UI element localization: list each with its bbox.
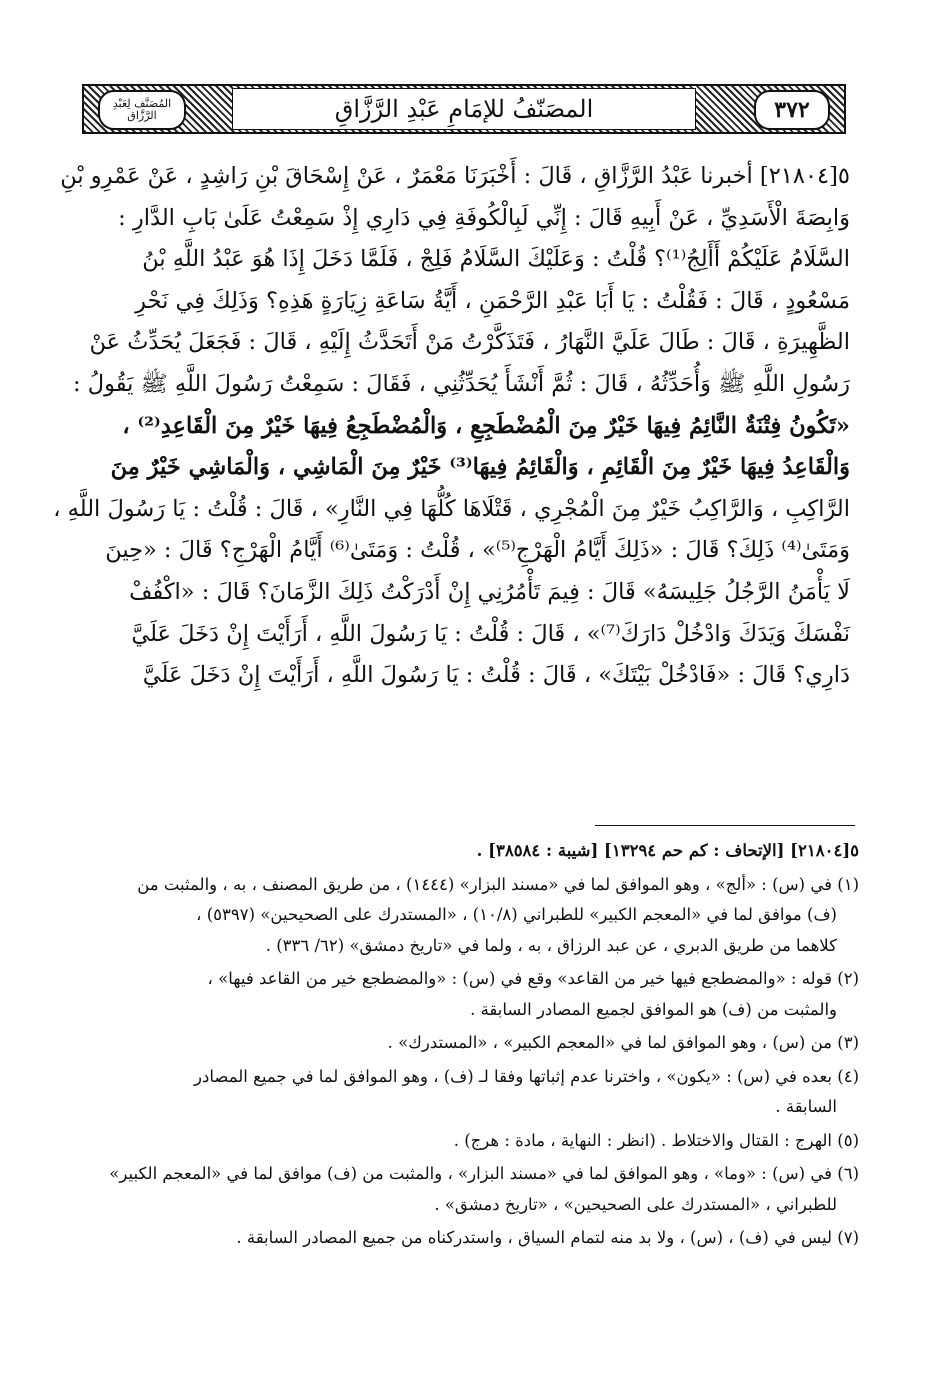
text-line: وَالْقَاعِدُ فِيهَا خَيْرٌ مِنَ الْقَائِمِ ، وَالْقَائِمُ فِيهَا⁽³⁾ خَيْرٌ مِنَ الْمَاشِي ، وَالْمَاشِي خَيْرٌ مِنَ	[110, 454, 850, 481]
page-number: ٣٧٢	[754, 90, 830, 130]
footnote-4-cont: السابقة .	[775, 1097, 837, 1116]
hadith-text	[53, 156, 850, 697]
footnote-1: (١) في (س) : «ألج» ، وهو الموافق لما في «مسند البزار» (١٤٤٤) ، من طريق المصنف ، به ، والمثبت من	[137, 874, 859, 894]
footnote-separator	[595, 825, 855, 826]
text-line: ٥[٢١٨٠٤] أخبرنا عَبْدُ الرَّزَّاقِ ، قَالَ : أَخْبَرَنَا مَعْمَرٌ ، عَنْ إِسْحَاقَ بْنِ رَاشِدٍ ، عَنْ عَمْرِو بْنِ	[60, 163, 850, 189]
book-emblem: المُصَنَّف لِعَبْدِ الرَّزَّاق	[98, 90, 186, 130]
footnote-1-cont: كلاهما من طريق الدبري ، عن عبد الرزاق ، به ، ولما في «تاريخ دمشق» (٦٢/ ٣٣٦) .	[265, 935, 837, 955]
footnote-2: (٢) قوله : «والمضطجع فيها خير من القاعد» وقع في (س) : «والمضطجع خير من القاعد فيها» ،	[207, 969, 859, 988]
text-line: رَسُولِ اللَّهِ ﷺ وَأُحَدِّثُهُ ، قَالَ : ثُمَّ أَنْشَأَ يُحَدِّثُنِي ، فَقَالَ : سَمِعْتُ رَسُولَ اللَّهِ ﷺ يَقُولُ :	[73, 370, 850, 397]
footnote-6-cont: للطبراني ، «المستدرك على الصحيحين» ، «تاريخ دمشق» .	[434, 1194, 837, 1214]
footnote-4: (٤) بعده في (س) : «يكون» ، واخترنا عدم إثباتها وفقا لـ (ف) ، وهو الموافق لما في جميع المصادر	[194, 1066, 859, 1086]
footnote-6: (٦) في (س) : «وما» ، وهو الموافق لما في «مسند البزار» ، والمثبت من (ف) موافق لما في «المعجم الكبير»	[109, 1164, 859, 1183]
footnotes	[84, 836, 859, 1254]
running-title: المصَنّفُ للإمَامِ عَبْدِ الرَّزَّاقِ	[232, 88, 696, 130]
text-line: لَا يَأْمَنُ الرَّجُلُ جَلِيسَهُ» قَالَ : فِيمَ تَأْمُرُنِي إِنْ أَدْرَكْتُ ذَلِكَ الزَّمَانَ؟ قَالَ : «اكْفُفْ	[129, 578, 850, 605]
text-line: وَابِصَةَ الْأَسَدِيِّ ، عَنْ أَبِيهِ قَالَ : إِنِّي لَبِالْكُوفَةِ فِي دَارِي إِذْ سَمِعْتُ عَلَىٰ بَابِ الدَّارِ :	[118, 204, 850, 231]
text-line: السَّلَامُ عَلَيْكُمْ أَأَلِجُ⁽¹⁾؟ قُلْتُ : وَعَلَيْكَ السَّلَامُ فَلِجْ ، فَلَمَّا دَخَلَ إِذَا هُوَ عَبْدُ اللَّهِ بْنُ	[142, 246, 850, 273]
footnote-7: (٧) ليس في (ف) ، (س) ، ولا بد منه لتمام السياق ، واستدركناه من جميع المصادر السابقة .	[236, 1228, 859, 1247]
text-line: دَارِي؟ قَالَ : «فَادْخُلْ بَيْتَكَ» ، قَالَ : قُلْتُ : يَا رَسُولَ اللَّهِ ، أَرَأَيْتَ إِنْ دَخَلَ عَلَيَّ	[142, 662, 850, 689]
footnote-2-cont: والمثبت من (ف) هو الموافق لجميع المصادر السابقة .	[470, 999, 837, 1019]
text-line: مَسْعُودٍ ، قَالَ : فَقُلْتُ : يَا أَبَا عَبْدِ الرَّحْمَنِ ، أَيَّةُ سَاعَةِ زِيَارَةٍ هَذِهِ؟ وَذَلِكَ فِي نَحْرِ	[135, 287, 850, 314]
text-line: الظَّهِيرَةِ ، قَالَ : طَالَ عَلَيَّ النَّهَارُ ، فَتَذَكَّرْتُ مَنْ أَتَحَدَّثُ إِلَيْهِ ، قَالَ : فَجَعَلَ يُحَدِّثُ عَنْ	[89, 329, 850, 356]
text-line: نَفْسَكَ وَيَدَكَ وَادْخُلْ دَارَكَ⁽⁷⁾» ، قَالَ : قُلْتُ : يَا رَسُولَ اللَّهِ ، أَرَأَيْتَ إِنْ دَخَلَ عَلَيَّ	[131, 620, 850, 647]
text-line: «تَكُونُ فِتْنَةٌ النَّائِمُ فِيهَا خَيْرٌ مِنَ الْمُضْطَجِعِ ، وَالْمُضْطَجِعُ فِيهَا خَيْرٌ مِنَ الْقَاعِدِ⁽²⁾ ،	[122, 412, 850, 439]
footnote-5: (٥) الهرج : القتال والاختلاط . (انظر : النهاية ، مادة : هرج) .	[453, 1130, 859, 1150]
source-reference: ٥[٢١٨٠٤] [الإتحاف : كم حم ١٣٢٩٤] [شيبة : ٣٨٥٨٤] .	[476, 841, 859, 860]
text-line: وَمَتَىٰ⁽⁴⁾ ذَلِكَ؟ قَالَ : «ذَلِكَ أَيَّامُ الْهَرْجِ⁽⁵⁾» ، قُلْتُ : وَمَتَىٰ⁽⁶⁾ أَيَّامُ الْهَرْجِ؟ قَالَ : «حِينَ	[105, 537, 850, 564]
footnote-1-cont: (ف) موافق لما في «المعجم الكبير» للطبراني (١٠/٨) ، «المستدرك على الصحيحين» (٥٣٩٧) ،	[196, 905, 837, 924]
page-header	[82, 84, 846, 134]
footnote-3: (٣) من (س) ، وهو الموافق لما في «المعجم الكبير» ، «المستدرك» .	[387, 1033, 859, 1052]
text-line: الرَّاكِبِ ، وَالرَّاكِبُ خَيْرٌ مِنَ الْمُجْرِي ، قَتْلَاهَا كُلُّهَا فِي النَّارِ» ، قَالَ : قُلْتُ : يَا رَسُولَ اللَّهِ ،	[53, 495, 850, 522]
